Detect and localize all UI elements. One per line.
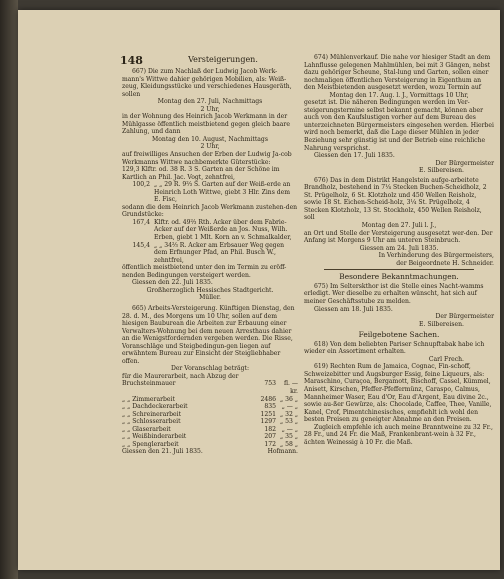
cost-unit: „ 58 „ — [280, 440, 298, 448]
cost-unit: „ 32 „ — [280, 410, 298, 418]
notice-675-text: 675) Im Selterskthor ist die Stelle eines Nacht-wamms erledigt. Wer dieselbe zu erhalten wünscht, hat sich auf meiner Geschäftsstube zu melden. — [304, 282, 484, 305]
cost-amount: 1297 — [260, 418, 276, 426]
notice-674-dateline: Giessen den 17. Juli 1835. — [314, 152, 395, 160]
lot3-number: 167,4 — [132, 218, 150, 226]
cost-unit: „ 35 „ — [280, 433, 298, 441]
notice-618-text: 618) Von dem beliebten Pariser Schnupftabak habe ich wieder ein Assortiment erhalten. — [304, 340, 485, 356]
cost-label: „ „ Weißbinderarbeit — [122, 433, 187, 441]
cost-amount: 835 — [264, 403, 276, 411]
cost-row — [122, 441, 298, 449]
cost-label: „ „ Zimmerarbeit — [122, 395, 175, 403]
notice-667-judge: Müller. — [199, 294, 221, 302]
lot3-desc: Klftr. od. 49⅔ Rth. Acker über dem Fabrie-Acker auf der Weißerde an Jos. Nuss, Wilh. Erben, giebt 1 Mlt. Korn an v. Schmalkalder, — [154, 218, 292, 242]
notice-665-subhead2: für die Maurerarbeit, nach Abzug der — [122, 372, 239, 380]
notice-667-text3: auf freiwilliges Ansuchen der Erben der Ludwig Ja-cob Werkmanns Wittwe nachbemerkte Güterstücke: — [122, 151, 292, 166]
cost-row — [122, 418, 298, 426]
cost-label: „ „ Schlosserarbeit — [122, 418, 181, 426]
notice-674-text2: gesetzt ist. Die näheren Bedingungen werden im Ver-steigerungstermine selbst bekannt gemacht, können aber auch von den Kaufslustigen vorher auf dem Bureau des unterzeichneten Bürgermeisters eingesehen werden. Hierbei wird noch bemerkt, daß die Lage dieser Mühlen in jeder Beziehung sehr günstig ist und der Betrieb eine reichliche Nahrung versprichst. — [304, 99, 494, 152]
cost-unit: fl. — kr. — [283, 380, 298, 395]
notice-667-text4: sodann die dem Heinrich Jacob Werkmann zustehen-den Grundstücke: — [122, 203, 298, 219]
notice-676-dateline: Giessen am 24. Juli 1835. — [359, 244, 439, 252]
cost-unit: „ — „ — [281, 403, 298, 411]
notice-667-lot2 — [122, 181, 298, 204]
cost-label: „ „ Glaserarbeit — [122, 425, 171, 433]
notice-665-subhead: Der Voranschlag beträgt: — [170, 365, 250, 373]
notice-675-sign: E. Silbereisen. — [419, 320, 464, 328]
notice-665-dateline: Giessen den 21. Juli 1835. — [122, 448, 203, 456]
cost-label: „ „ Schreinerarbeit — [122, 410, 182, 418]
book-gutter — [0, 0, 18, 579]
cost-amount: 2486 — [260, 395, 276, 403]
cost-amount: 1251 — [260, 410, 276, 418]
notice-675-title: Der Bürgermeister — [435, 313, 494, 321]
notice-667-lot4 — [122, 242, 298, 265]
cost-table — [122, 380, 298, 448]
cost-unit: „ 53 „ — [280, 418, 298, 426]
notice-674-text: 674) Mühlenverkauf. Die nahe vor hiesiger Stadt an dem Lahnflusse gelegenen Mahlmühlen, bei mit 3 Gängen, nebst dazu gehöriger Scheune, Stal-lung und Garten, sollen einer nochmaligen öffentlichen Versteigerung in Eigenthum an den Meistbietenden ausgesetzt werden, wozu Termin auf — [304, 54, 491, 92]
notice-619-text3: Zugleich empfehle ich auch meine Branntweine zu 32 Fr., 28 Fr., und 24 Fr. die Maß, Frankenbrant-wein à 32 Fr., ächten Weinessig à 10 Fr. die Maß. — [304, 423, 493, 446]
notice-676-date: Montag den 27. Juli l. J., — [361, 222, 437, 230]
notice-667-court: Großherzoglich Hessisches Stadtgericht. — [146, 286, 274, 294]
cost-amount: 753 — [264, 380, 276, 388]
lot4-desc: „ „ 34⅔ R. Acker am Erbsauer Weg gegen dem Erfnunger Pfad, an Phil. Busch W., zehntfrei, — [154, 241, 285, 264]
cost-label: „ „ Dachdeckerarbeit — [122, 403, 188, 411]
notice-667-text5: öffentlich meistbietend unter den im Termin zu eröff-nenden Bedingungen versteigert werden. — [122, 264, 287, 279]
divider — [324, 269, 474, 270]
notice-667-time2: 2 Uhr, — [200, 143, 220, 151]
section-heading-auctions: Versteigerungen. — [188, 55, 258, 64]
notice-667-text2: in der Wohnung des Heinrich Jacob Werkmann in der Mühlgasse öffentlich meistbietend gegen gleich baare Zahlung, und dann — [122, 113, 290, 136]
cost-unit: „ — „ — [281, 425, 298, 433]
notice-618-sign: Carl Frech. — [428, 355, 464, 363]
notice-674-date: Montag den 17. Aug. l. J., Vormittags 10 Uhr, — [329, 91, 469, 99]
lot4-number: 145,4 — [132, 241, 150, 249]
left-column — [122, 68, 298, 456]
lot2-desc: „ „ 29 R. 9⅔ S. Garten auf der Weiß-erde an Heinrich Loth Wittwe, giebt 3 Hlr. Zins dem E. Fisc, — [154, 181, 291, 204]
cost-row — [122, 426, 298, 434]
notice-676-sign: der Beigeordnete H. Schneider. — [396, 259, 494, 267]
right-column — [304, 54, 494, 446]
notice-676-text2: an Ort und Stelle der Versteigerung ausgesetzt wer-den. Der Anfang ist Morgens 9 Uhr am unteren Steinbruch. — [304, 229, 493, 245]
notice-676-title: In Verhinderung des Bürgermeisters, — [378, 252, 494, 260]
lot2-number: 100,2 — [132, 181, 150, 189]
notice-667-lot3 — [122, 219, 298, 242]
notice-667-date2: Montag den 10. August, Nachmittags — [152, 135, 268, 143]
notice-665-footer — [122, 448, 298, 456]
cost-amount: 207 — [264, 433, 276, 441]
notice-667-time1: 2 Uhr, — [200, 105, 220, 113]
cost-unit: „ 36 „ — [280, 395, 298, 403]
section-heading-announcements: Besondere Bekanntmachungen. — [339, 272, 459, 282]
notice-667-date1: Montag den 27. Juli, Nachmittags — [157, 98, 263, 106]
cost-row — [122, 403, 298, 411]
notice-674-title: Der Bürgermeister — [435, 159, 494, 167]
cost-row — [122, 396, 298, 404]
notice-667-intro: 667) Die zum Nachlaß der Ludwig Jacob Werk-mann's Wittwe dahier gehörigen Mobilien, als: Weiß-zeug, Kleidungsstücke und verschiedenes Hausgeräth, sollen — [122, 68, 292, 98]
notice-675-dateline: Giessen am 18. Juli 1835. — [314, 305, 393, 313]
cost-row — [122, 433, 298, 441]
notice-674-sign: E. Silbereisen. — [419, 167, 464, 175]
notice-676-text: 676) Das in dem Distrikt Hangelstein aufge-arbeitete Brandholz, bestehend in 7¼ Stecken Buchen-Scheidholz, 2 St. Prügelholz, 6 St. Klotzholz und 450 Wellen Reisholz, sowie 18 St. Eichen-Scheid-holz, 3¼ St. Prügelholz, 4 Stecken Klotzholz, 13 St. Stockholz, 450 Wellen Reisholz, soll — [304, 176, 487, 222]
cost-amount: 172 — [264, 440, 276, 448]
cost-label: Bruchsteinmauer — [122, 380, 176, 388]
cost-row — [122, 380, 298, 395]
document-page — [18, 10, 500, 570]
notice-665-sign: Hofmann. — [267, 448, 298, 456]
notice-619-text: 619) Rechten Rum de Jamaica, Cognac, Fin-schoff, Schweizebitter und Augsburger Essig, feine Liqueurs, als: Maraschino, Curaçoa, Bergamott, Bischoff, Cassel, Kümmel, Anisett, Kirschen, Pfeffer-Pfeffermünz, Caraspo, Calmus, Mannheimer Waser, Eau d'Or, Eau d'Argent, Eau divine 2c., sowie au-ßer Gewürze, als: Chocolade, Caffee, Thee, Vanille, Kanel, Crof, Pimentchinesisches, empfiehlt ich wohl den besten Preisen zu geneigter Abnahme an den Preisen. — [304, 363, 492, 424]
cost-row — [122, 411, 298, 419]
cost-label: „ „ Spenglerarbeit — [122, 440, 179, 448]
section-heading-for-sale: Feilgebotene Sachen. — [358, 330, 440, 340]
cost-amount: 182 — [264, 425, 276, 433]
notice-667-lot1: 129,3 Klftr. od. 38 R. 3 S. Garten an der Schöne im Kartlich an Phil. Jac. Vogt, zehntfrei, — [122, 166, 280, 181]
page-number: 148 — [120, 54, 143, 67]
notice-665-intro: 665) Arbeits-Versteigerung. Künftigen Dienstag, den 28. d. M., des Morgens um 10 Uhr, sollen auf dem hiesigen Bauburean die Arbeiten zur Erbauung einer Verwalters-Wohnung bei dem neuen Arresthaus dahier an die Wenigstfordernden vergeben werden. Die Risse, Voranschläge und Steigbedingun-gen liegen auf erwähntem Bureau zur Einsicht der Steigliebhaber offen. — [122, 304, 295, 365]
notice-667-dateline: Giessen den 22. Juli 1835. — [132, 279, 213, 287]
